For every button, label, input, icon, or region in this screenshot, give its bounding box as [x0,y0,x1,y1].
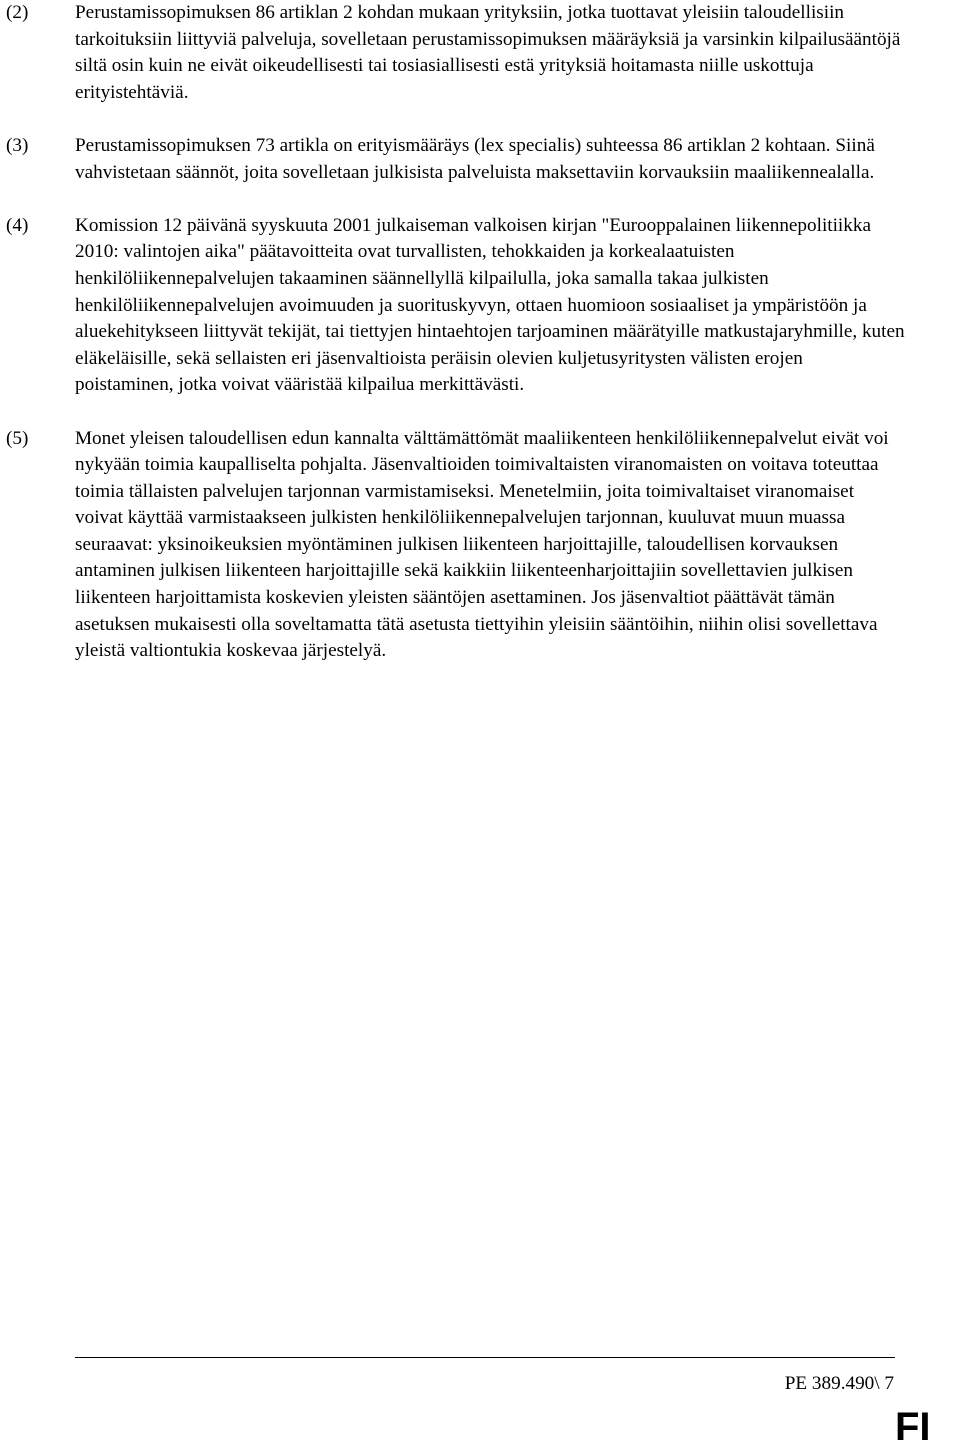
page-reference: PE 389.490\ 7 [784,1373,894,1394]
recital-number: (3) [6,134,29,156]
recital-4 [6,213,906,399]
recitals-list [6,0,906,691]
recital-text: Perustamissopimuksen 73 artikla on erityismääräys (lex specialis) suhteessa 86 artiklan 2 kohtaan. Siinä vahvistetaan säännöt, joita sovelletaan julkisista palveluista maksettaviin korvauksiin maaliikennealalla. [75,134,875,183]
recital-number: (5) [6,427,29,449]
recital-number: (2) [6,2,29,23]
language-code: FI [895,1405,931,1449]
recital-5 [6,426,906,665]
recital-number: (4) [6,214,29,236]
recital-text: Komission 12 päivänä syyskuuta 2001 julkaiseman valkoisen kirjan "Eurooppalainen liikennepolitiikka 2010: valintojen aika" päätavoitteita ovat turvallisten, tehokkaiden ja korkealaatuisten henkilöliikennepalvelujen takaaminen säännellyllä kilpailulla, joka samalla takaa julkisten henkilöliikennepalvelujen avoimuuden ja suorituskyvyn, ottaen huomioon sosiaaliset ja ympäristöön ja aluekehitykseen liittyvät tekijät, tai tiettyjen hintaehtojen tarjoaminen määrätyille matkustajaryhmille, kuten eläkeläisille, sekä sellaisten eri jäsenvaltioista peräisin olevien kuljetusyritysten välisten erojen poistaminen, jotka voivat vääristää kilpailua merkittävästi. [75,214,905,396]
footer-divider [75,1357,895,1358]
recital-2 [6,0,906,106]
recital-3 [6,133,906,186]
recital-text: Perustamissopimuksen 86 artiklan 2 kohdan mukaan yrityksiin, jotka tuottavat yleisiin taloudellisiin tarkoituksiin liittyviä palveluja, sovelletaan perustamissopimuksen määräyksiä ja varsinkin kilpailusääntöjä siltä osin kuin ne eivät oikeudellisesti tai tosiasiallisesti estä yrityksiä hoitamasta niille uskottuja erityistehtäviä. [75,2,901,103]
recital-text: Monet yleisen taloudellisen edun kannalta välttämättömät maaliikenteen henkilöliikennepalvelut eivät voi nykyään toimia kaupalliselta pohjalta. Jäsenvaltioiden toimivaltaisten viranomaisten on voitava toteuttaa toimia tällaisten palvelujen tarjonnan varmistamiseksi. Menetelmiin, joita toimivaltaiset viranomaiset voivat käyttää varmistaakseen julkisten henkilöliikennepalvelujen tarjonnan, kuuluvat muun muassa seuraavat: yksinoikeuksien myöntäminen julkisen liikenteen harjoittajille, taloudellisen korvauksen antaminen julkisen liikenteen harjoittajille sekä kaikkiin liikenteenharjoittajiin sovellettavien julkisen liikenteen harjoittamista koskevien yleisten sääntöjen asettaminen. Jos jäsenvaltiot päättävät tämän asetuksen mukaisesti olla soveltamatta tätä asetusta tiettyihin yleisiin sääntöihin, niihin olisi sovellettava yleistä valtiontukia koskevaa järjestelyä. [75,427,889,662]
